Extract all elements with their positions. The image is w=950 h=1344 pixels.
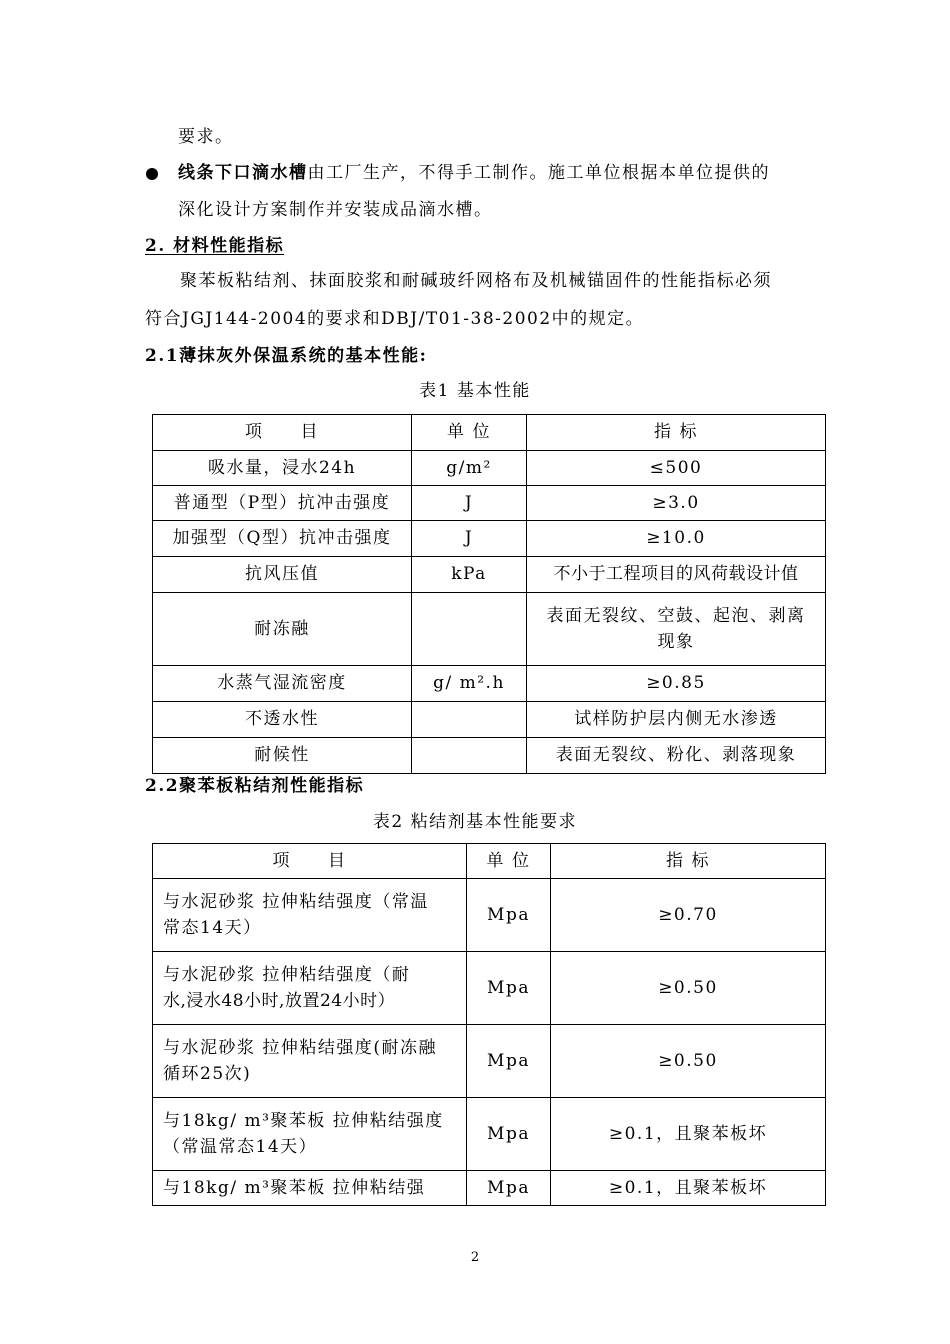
table-row — [153, 879, 826, 952]
table-row — [153, 702, 826, 738]
section-2-1-heading: 2.1薄抹灰外保温系统的基本性能: — [145, 346, 428, 366]
table-cell: Mpa — [467, 1025, 551, 1098]
table-2-header-unit: 单 位 — [467, 844, 551, 879]
table-cell: ≥0.50 — [551, 952, 826, 1025]
table-cell: Mpa — [467, 1098, 551, 1171]
table-cell-multiline — [527, 593, 826, 666]
section-2-heading: 2. 材料性能指标 — [145, 236, 285, 256]
table-row — [153, 557, 826, 593]
cell-line: 与水泥砂浆 拉伸粘结强度（常温 — [163, 891, 429, 912]
table-cell: ≥0.85 — [527, 666, 826, 702]
table-row — [153, 1098, 826, 1171]
table-cell: 吸水量，浸水24h — [153, 451, 412, 486]
table-1-header-row — [153, 415, 826, 451]
cell-line: 表面无裂纹、空鼓、起泡、剥离 — [546, 605, 806, 626]
page-number: 2 — [470, 1250, 480, 1265]
table-cell: ≤500 — [527, 451, 826, 486]
table-row — [153, 451, 826, 486]
table-1 — [152, 414, 826, 774]
bullet-dot-icon — [146, 168, 158, 180]
table-cell: 不透水性 — [153, 702, 412, 738]
table-cell: Mpa — [467, 1171, 551, 1206]
table-row — [153, 1025, 826, 1098]
table-cell: ≥10.0 — [527, 521, 826, 557]
table-cell — [412, 738, 527, 774]
table-cell: ≥0.1，且聚苯板坏 — [551, 1171, 826, 1206]
section-2-body-line-2: 符合JGJ144-2004的要求和DBJ/T01-38-2002中的规定。 — [145, 309, 645, 329]
table-1-header-unit: 单 位 — [412, 415, 527, 451]
cell-line: 水,浸水48小时,放置24小时） — [163, 991, 396, 1011]
table-cell: 加强型（Q型）抗冲击强度 — [153, 521, 412, 557]
bullet-text-1: 由工厂生产，不得手工制作。施工单位根据本单位提供的 — [307, 163, 770, 183]
table-2 — [152, 843, 826, 1206]
table-cell-multiline — [153, 952, 467, 1025]
table-cell: ≥0.1，且聚苯板坏 — [551, 1098, 826, 1171]
cell-line: 常态14天） — [163, 918, 262, 938]
table-1-caption: 表1 基本性能 — [419, 381, 531, 401]
table-2-header-item: 项 目 — [153, 844, 467, 879]
bullet-bold-term: 线条下口滴水槽 — [178, 163, 308, 183]
table-cell — [412, 702, 527, 738]
section-2-body-line-1: 聚苯板粘结剂、抹面胶浆和耐碱玻纤网格布及机械锚固件的性能指标必须 — [180, 271, 772, 291]
table-cell: 抗风压值 — [153, 557, 412, 593]
table-1-header-index: 指 标 — [527, 415, 826, 451]
table-2-header-index: 指 标 — [551, 844, 826, 879]
table-row — [153, 738, 826, 774]
table-cell: J — [412, 486, 527, 521]
table-cell: kPa — [412, 557, 527, 593]
table-2-header-row — [153, 844, 826, 879]
cell-line: 与18kg/ m³聚苯板 拉伸粘结强度 — [163, 1110, 444, 1131]
table-cell: 表面无裂纹、粉化、剥落现象 — [527, 738, 826, 774]
section-2-2-heading: 2.2聚苯板粘结剂性能指标 — [145, 776, 365, 796]
bullet-text-2: 深化设计方案制作并安装成品滴水槽。 — [178, 200, 493, 220]
table-cell-multiline — [153, 1025, 467, 1098]
table-cell-multiline — [153, 1098, 467, 1171]
cell-line: 与水泥砂浆 拉伸粘结强度(耐冻融 — [163, 1037, 438, 1058]
table-row — [153, 952, 826, 1025]
table-cell: 试样防护层内侧无水渗透 — [527, 702, 826, 738]
table-row — [153, 666, 826, 702]
table-cell: J — [412, 521, 527, 557]
table-cell: ≥0.50 — [551, 1025, 826, 1098]
table-cell — [412, 593, 527, 666]
cell-line: （常温常态14天） — [163, 1137, 318, 1157]
table-cell: 不小于工程项目的风荷载设计值 — [527, 557, 826, 593]
cell-line: 循环25次) — [163, 1064, 252, 1084]
table-cell: 普通型（P型）抗冲击强度 — [153, 486, 412, 521]
table-cell: 与18kg/ m³聚苯板 拉伸粘结强 — [153, 1171, 467, 1206]
table-row — [153, 486, 826, 521]
table-2-caption: 表2 粘结剂基本性能要求 — [372, 812, 578, 832]
table-cell-multiline — [153, 879, 467, 952]
table-cell: Mpa — [467, 952, 551, 1025]
paragraph-tail: 要求。 — [178, 127, 234, 147]
table-cell: 耐冻融 — [153, 593, 412, 666]
table-cell: 水蒸气湿流密度 — [153, 666, 412, 702]
table-row — [153, 593, 826, 666]
table-cell: g/ m².h — [412, 666, 527, 702]
table-1-header-item: 项 目 — [153, 415, 412, 451]
table-cell: ≥3.0 — [527, 486, 826, 521]
table-row — [153, 521, 826, 557]
table-cell: Mpa — [467, 879, 551, 952]
table-cell: g/m² — [412, 451, 527, 486]
cell-line: 与水泥砂浆 拉伸粘结强度（耐 — [163, 964, 411, 985]
table-row — [153, 1171, 826, 1206]
table-cell: 耐候性 — [153, 738, 412, 774]
cell-line: 现象 — [657, 632, 695, 652]
bullet-paragraph-line-1 — [178, 163, 770, 183]
table-cell: ≥0.70 — [551, 879, 826, 952]
